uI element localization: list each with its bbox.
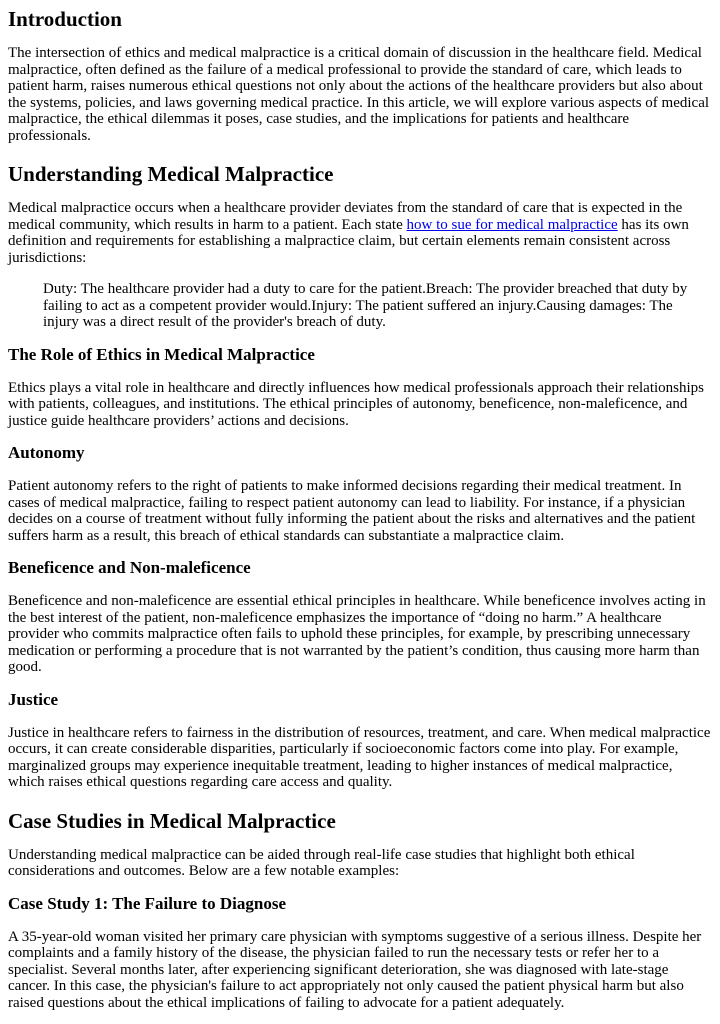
paragraph-beneficence: Beneficence and non-maleficence are essential ethical principles in healthcare. While beneficence involves acting in the best interest of the patient, non-maleficence emphasizes the importance of “doing no harm.” A healthcare provider who commits malpractice often fails to uphold these principles, for example, by prescribing unnecessary medication or performing a procedure that is not warranted by the patient’s condition, thus causing more harm than good. — [8, 593, 706, 675]
paragraph-understanding — [8, 200, 712, 266]
paragraph-case-studies: Understanding medical malpractice can be aided through real-life case studies that highlight both ethical considerations and outcomes. Below are a few notable examples: — [8, 846, 635, 879]
heading-understanding-medical-malpractice: Understanding Medical Malpractice — [8, 162, 334, 186]
heading-beneficence: Beneficence and Non-maleficence — [8, 558, 251, 577]
paragraph-justice: Justice in healthcare refers to fairness in the distribution of resources, treatment, and care. When medical malpractice occurs, it can create considerable disparities, particularly if socioeconomic factors come into play. For example, marginalized groups may experience inequitable treatment, leading to higher instances of medical malpractice, which raises ethical questions regarding care access and quality. — [8, 724, 711, 790]
heading-introduction: Introduction — [8, 7, 122, 31]
malpractice-elements-quote: Duty: The healthcare provider had a duty to care for the patient.Breach: The provider breached that duty by failing to act as a competent provider would.Injury: The patient suffered an injury.Causing damages: The injury was a direct result of the provider's breach of duty. — [43, 281, 688, 330]
paragraph-introduction: The intersection of ethics and medical malpractice is a critical domain of discussion in the healthcare field. Medical malpractice, often defined as the failure of a medical professional to provide the standard of care, which leads to patient harm, raises numerous ethical questions not only about the actions of the healthcare providers but also about the systems, policies, and laws governing medical practice. In this article, we will explore various aspects of medical malpractice, the ethical dilemmas it poses, case studies, and the implications for patients and healthcare professionals. — [8, 45, 710, 144]
understanding-text-before-link: Medical malpractice occurs when a healthcare provider deviates from the standard of care that is expected in the medical community, which results in harm to a patient. Each state — [8, 200, 683, 233]
sue-for-malpractice-link[interactable]: how to sue for medical malpractice — [406, 216, 618, 233]
heading-role-of-ethics: The Role of Ethics in Medical Malpractice — [8, 344, 315, 364]
heading-case-study-1: Case Study 1: The Failure to Diagnose — [8, 893, 287, 913]
article — [0, 7, 720, 1011]
paragraph-case-study-1: A 35-year-old woman visited her primary care physician with symptoms suggestive of a serious illness. Despite her complaints and a family history of the disease, the physician failed to run the necessary tests or refer her to a specialist. Several months later, after experiencing significant deterioration, she was diagnosed with late-stage cancer. In this case, the physician's failure to act appropriately not only caused the patient physical harm but also raised questions about the ethical implications of failing to advocate for a patient adequately. — [8, 928, 702, 1011]
understanding-text-after-link: has its own definition and requirements for establishing a malpractice claim, but certain elements remain consistent across jurisdictions: — [8, 216, 689, 266]
heading-case-studies: Case Studies in Medical Malpractice — [8, 808, 336, 833]
paragraph-ethics: Ethics plays a vital role in healthcare and directly influences how medical professionals approach their relationships with patients, colleagues, and institutions. The ethical principles of autonomy, beneficence, non-maleficence, and justice guide healthcare providers’ actions and decisions. — [8, 379, 705, 429]
paragraph-autonomy: Patient autonomy refers to the right of patients to make informed decisions regarding their medical treatment. In cases of medical malpractice, failing to respect patient autonomy can lead to liability. For instance, if a physician decides on a course of treatment without fully informing the patient about the risks and alternatives and the patient suffers harm as a result, this breach of ethical standards can substantiate a malpractice claim. — [8, 478, 696, 544]
heading-autonomy: Autonomy — [8, 443, 85, 462]
heading-justice: Justice — [8, 689, 59, 709]
